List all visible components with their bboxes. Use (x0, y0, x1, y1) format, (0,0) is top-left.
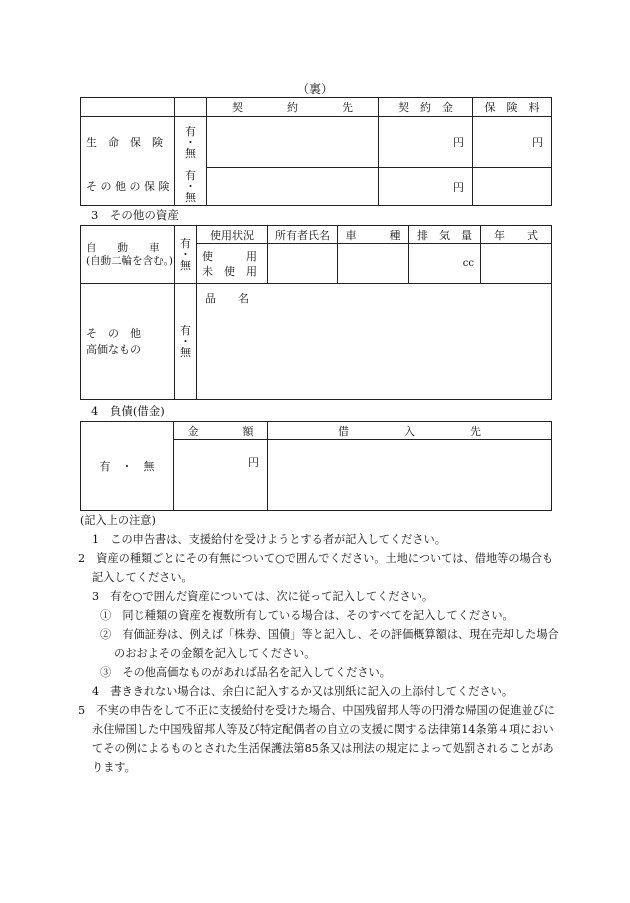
yen-unit: 円 (453, 136, 464, 149)
note-3-1: ① 同じ種類の資産を複数所有している場合は、そのすべてを記入してください。 (100, 609, 514, 622)
car-yes-no[interactable]: 有 ・ 無 (175, 226, 197, 284)
life-insurance-contract[interactable] (207, 117, 379, 168)
model-cell[interactable] (338, 244, 409, 284)
note-3-2: ② 有価証券は、例えば「株券、国債」等と記入し、その評価概算額は、現在売却した場合のおおよその金額を記入してください。 (100, 628, 559, 660)
header-premium: 保 険 料 (473, 98, 552, 117)
life-insurance-label: 生 命 保 険 (81, 117, 175, 168)
note-2: 2 資産の種類ごとにその有無について○で囲んでください。土地については、借地等の場合も記入してください。 (78, 552, 554, 584)
header-owner: 所有者氏名 (268, 226, 338, 244)
other-insurance-label: そ の 他 の 保 険 (81, 168, 175, 206)
cc-unit: cc (462, 258, 474, 269)
car-label: 自 動 車 (自動二輪を含む。) (81, 226, 175, 284)
usage-options[interactable] (197, 244, 268, 284)
yen-unit: 円 (453, 180, 464, 194)
section3-heading: 3 その他の資産 (91, 208, 179, 222)
lender-cell[interactable] (268, 440, 552, 511)
other-insurance-premium[interactable] (473, 168, 552, 206)
not-in-use-option[interactable]: 未 使 用 (202, 264, 257, 278)
valuables-label: そ の 他 高価なもの (81, 284, 175, 400)
year-cell[interactable] (481, 244, 552, 284)
insurance-corner (81, 98, 175, 117)
life-insurance-yes-no[interactable]: 有 ・ 無 (175, 117, 207, 168)
other-insurance-contract[interactable] (207, 168, 379, 206)
other-assets-table (80, 225, 552, 400)
section4-heading: 4 負債(借金) (91, 404, 165, 418)
item-name-label: 品 名 (205, 292, 249, 305)
note-3-3: ③ その他高価なものがあれば品名を記入してください。 (100, 666, 391, 679)
other-insurance-yes-no[interactable]: 有 ・ 無 (175, 168, 207, 206)
yen-unit: 円 (532, 136, 543, 149)
note-4: 4 書ききれない場合は、余白に記入するか又は別紙に記入の上添付してください。 (92, 685, 514, 698)
valuables-yes-no[interactable]: 有 ・ 無 (175, 284, 197, 400)
header-displacement: 排 気 量 (409, 226, 481, 244)
header-contract-amount: 契 約 金 (379, 98, 473, 117)
header-model: 車 種 (338, 226, 409, 244)
in-use-option[interactable]: 使 用 (202, 249, 257, 263)
insurance-table (80, 97, 552, 206)
notes-heading: (記入上の注意) (80, 514, 156, 527)
yen-unit: 円 (248, 456, 259, 469)
life-insurance-premium[interactable] (473, 117, 552, 168)
header-debt-amount: 金 額 (174, 422, 268, 440)
valuables-items[interactable] (197, 284, 552, 400)
insurance-yn-head (175, 98, 207, 117)
debt-yes-no[interactable]: 有 ・ 無 (81, 422, 174, 511)
header-year: 年 式 (481, 226, 552, 244)
owner-cell[interactable] (268, 244, 338, 284)
debt-amount-cell[interactable] (174, 440, 268, 511)
header-lender: 借 入 先 (268, 422, 552, 440)
life-insurance-amount[interactable] (379, 117, 473, 168)
displacement-cell[interactable] (409, 244, 481, 284)
header-contract: 契 約 先 (207, 98, 379, 117)
notes (80, 511, 560, 777)
debt-table (80, 421, 552, 511)
note-5: 5 不実の申告をして不正に支援給付を受けた場合、中国残留邦人等の円滑な帰国の促進並びに永住帰国した中国残留邦人等及び特定配偶者の自立の支援に関する法律第14条第４項においてその例によるものとされた生活保護法第85条又は刑法の規定によって処罰されることがあります。 (78, 704, 555, 774)
note-3: 3 有を○で囲んだ資産については、次に従って記入してください。 (92, 590, 434, 603)
other-insurance-amount[interactable] (379, 168, 473, 206)
note-1: 1 この申告書は、支援給付を受けようとする者が記入してください。 (92, 533, 446, 546)
header-usage: 使用状況 (197, 226, 268, 244)
page-title: （裏） (296, 82, 333, 96)
